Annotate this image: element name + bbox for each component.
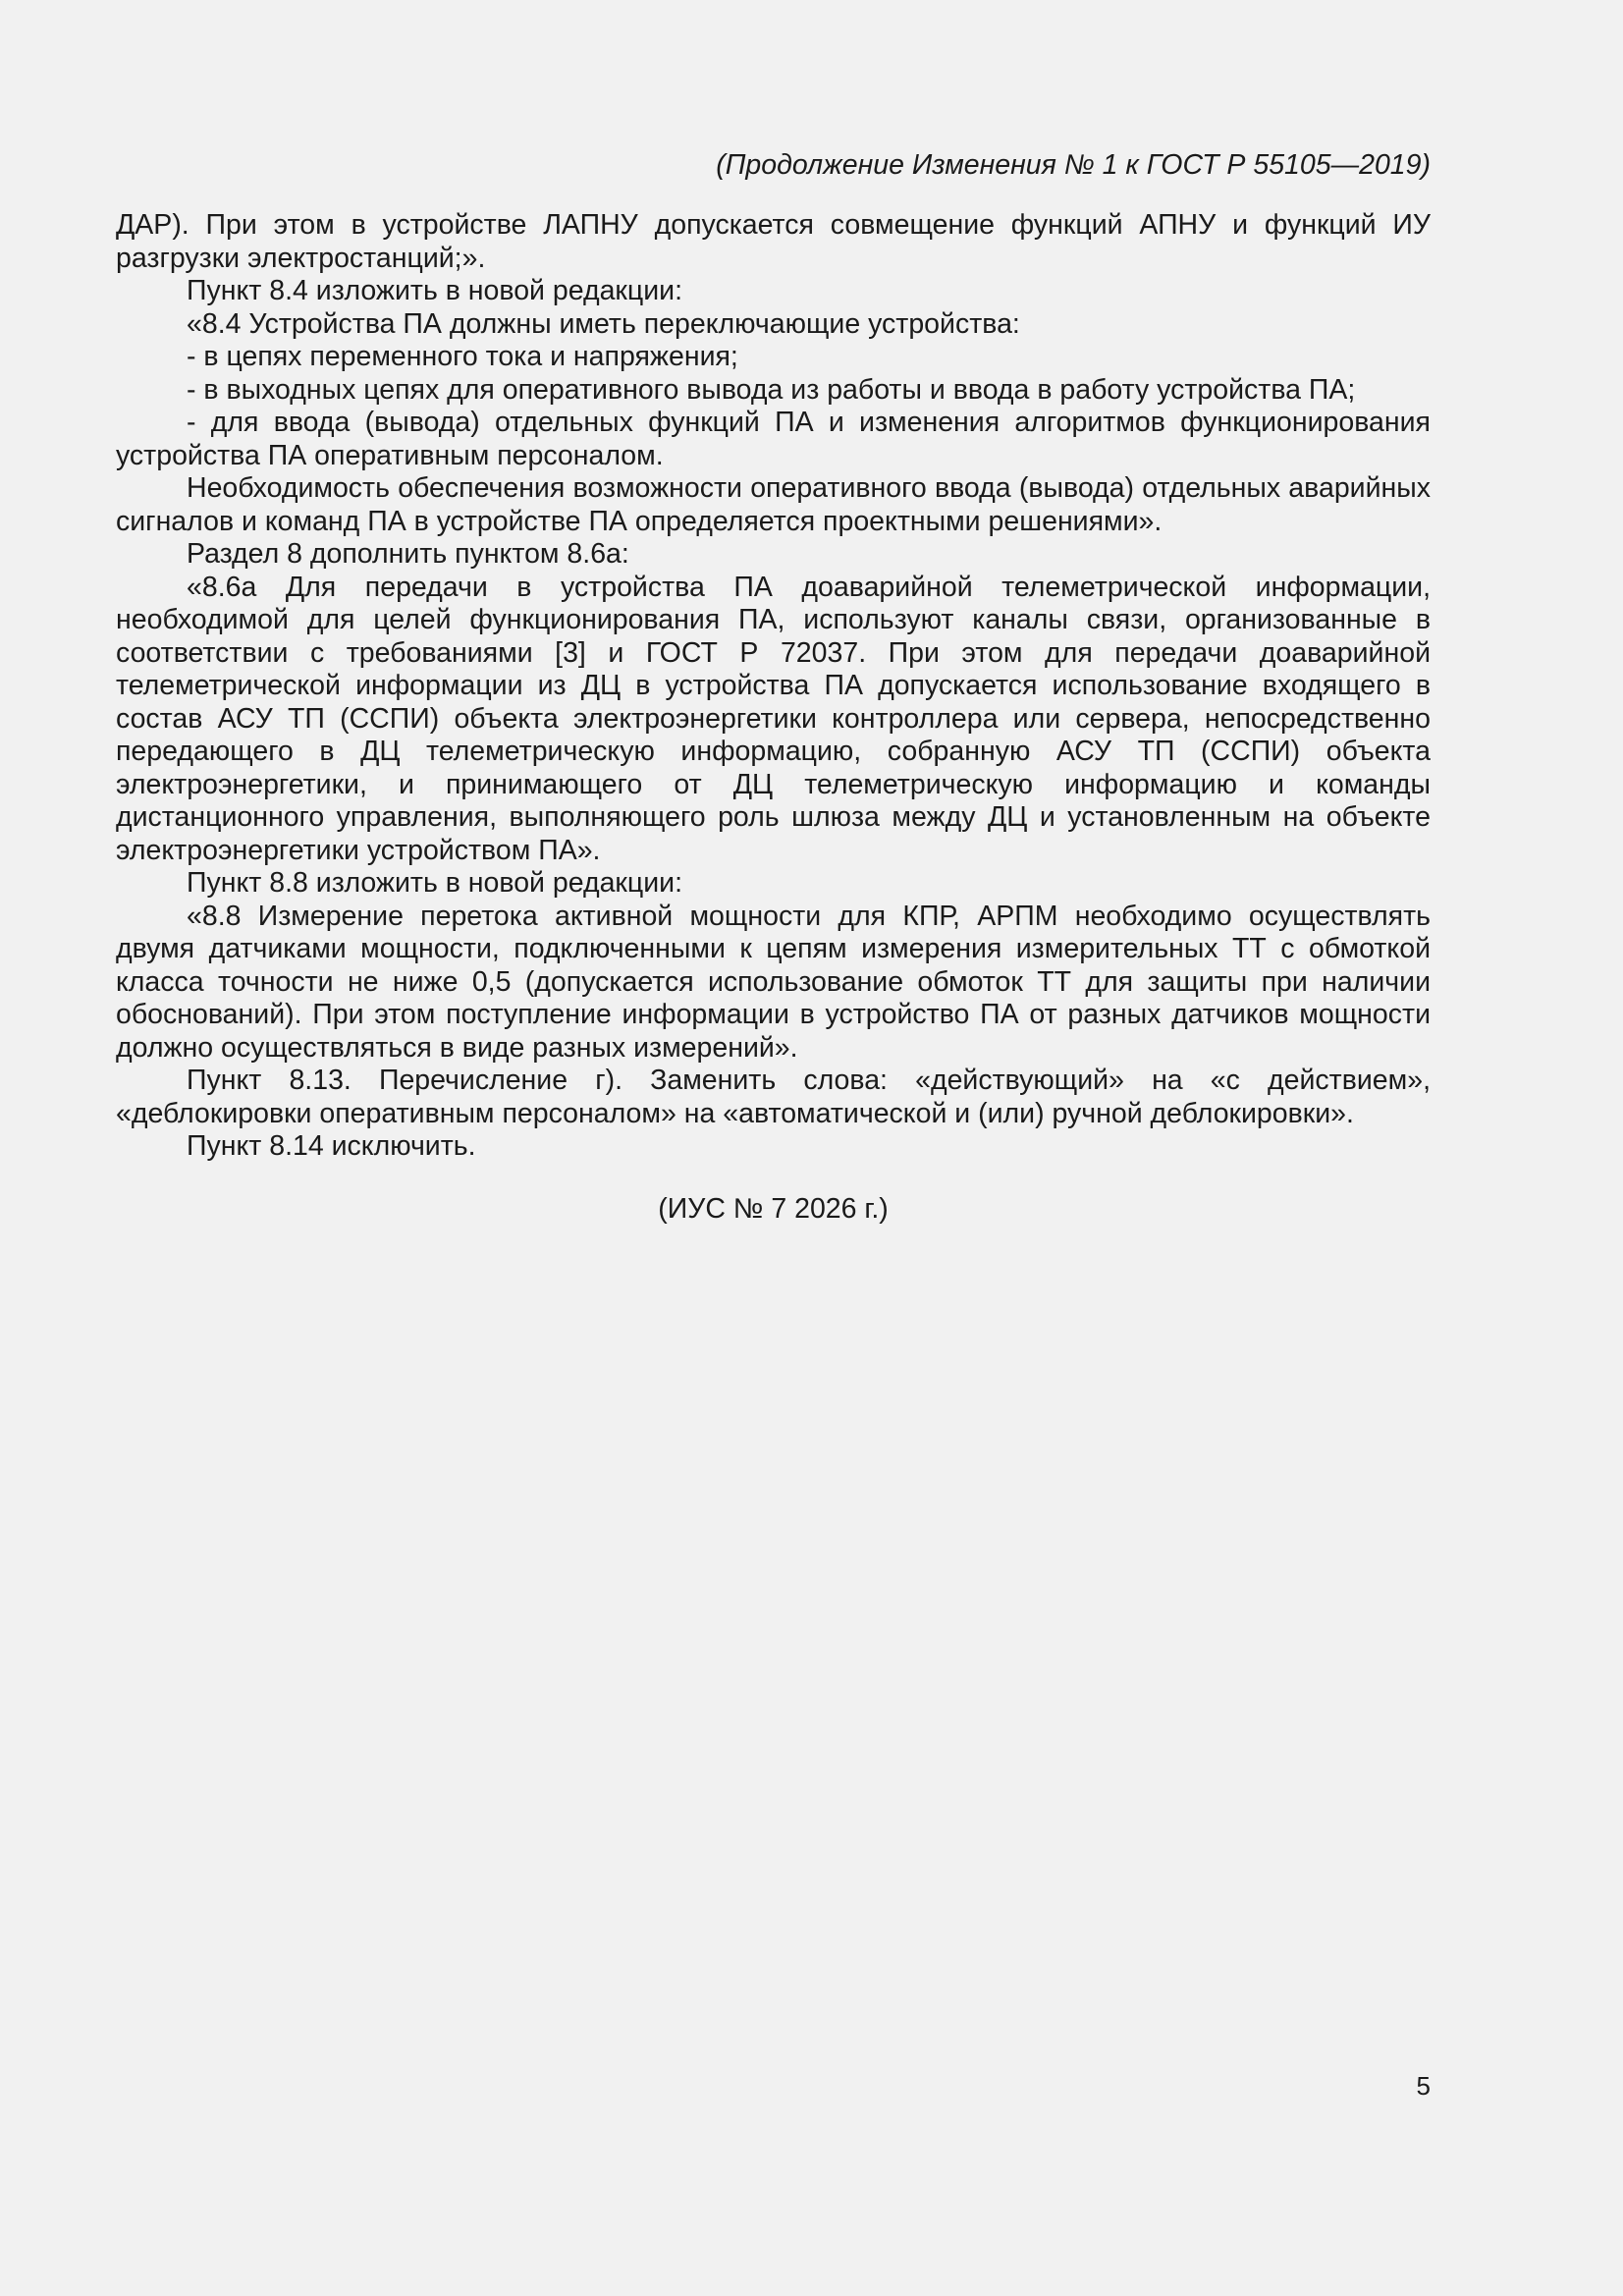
- issue-reference: (ИУС № 7 2026 г.): [658, 1193, 889, 1225]
- paragraph-8-4-intro: Пункт 8.4 изложить в новой редакции:: [187, 275, 682, 306]
- paragraph-8-4-note: Необходимость обеспечения возможности оперативного ввода (вывода) отдельных аварийных сигналов и команд ПА в устройстве ПА определяется проектными решениями».: [116, 472, 1431, 537]
- paragraph-8-4-text: «8.4 Устройства ПА должны иметь переключающие устройства:: [187, 307, 1020, 340]
- page-header-continuation: (Продолжение Изменения № 1 к ГОСТ Р 55105—2019): [716, 149, 1431, 181]
- list-item-functions: - для ввода (вывода) отдельных функций ПА и изменения алгоритмов функционирования устройства ПА оперативным персоналом.: [116, 407, 1431, 471]
- paragraph-8-6a-intro: Раздел 8 дополнить пунктом 8.6а:: [187, 538, 629, 570]
- list-item-ac-circuits: - в цепях переменного тока и напряжения;: [187, 341, 738, 372]
- list-item-output-circuits: - в выходных цепях для оперативного вывода из работы и ввода в работу устройства ПА;: [187, 373, 1356, 406]
- paragraph-8-14: Пункт 8.14 исключить.: [187, 1130, 476, 1162]
- paragraph-8-8-text: «8.8 Измерение перетока активной мощности для КПР, АРПМ необходимо осуществлять двумя датчиками мощности, подключенными к цепям измерения измерительных ТТ с обмоткой класса точности не ниже 0,5 (допускается использование обмоток ТТ для защиты при наличии обоснований). При этом поступление информации в устройство ПА от разных датчиков мощности должно осуществляться в виде разных измерений».: [116, 900, 1431, 1064]
- paragraph-8-8-intro: Пункт 8.8 изложить в новой редакции:: [187, 867, 682, 899]
- paragraph-8-13: Пункт 8.13. Перечисление г). Заменить слова: «действующий» на «с действием», «деблокировки оперативным персоналом» на «автоматической и (или) ручной деблокировки».: [116, 1065, 1431, 1129]
- paragraph-8-6a-text: «8.6а Для передачи в устройства ПА доаварийной телеметрической информации, необходимой для целей функционирования ПА, используют каналы связи, организованные в соответствии с требованиями [3] и ГОСТ Р 72037. При этом для передачи доаварийной телеметрической информации из ДЦ в устройства ПА допускается использование входящего в состав АСУ ТП (ССПИ) объекта электроэнергетики контроллера или сервера, непосредственно передающего в ДЦ телеметрическую информацию, собранную АСУ ТП (ССПИ) объекта электроэнергетики, и принимающего от ДЦ телеметрическую информацию и команды дистанционного управления, выполняющего роль шлюза между ДЦ и установленным на объекте электроэнергетики устройством ПА».: [116, 571, 1431, 866]
- document-body: [116, 209, 1431, 1164]
- page-number: 5: [1416, 2071, 1431, 2101]
- paragraph-continuation: ДАР). При этом в устройстве ЛАПНУ допускается совмещение функций АПНУ и функций ИУ разгрузки электростанций;».: [116, 209, 1431, 274]
